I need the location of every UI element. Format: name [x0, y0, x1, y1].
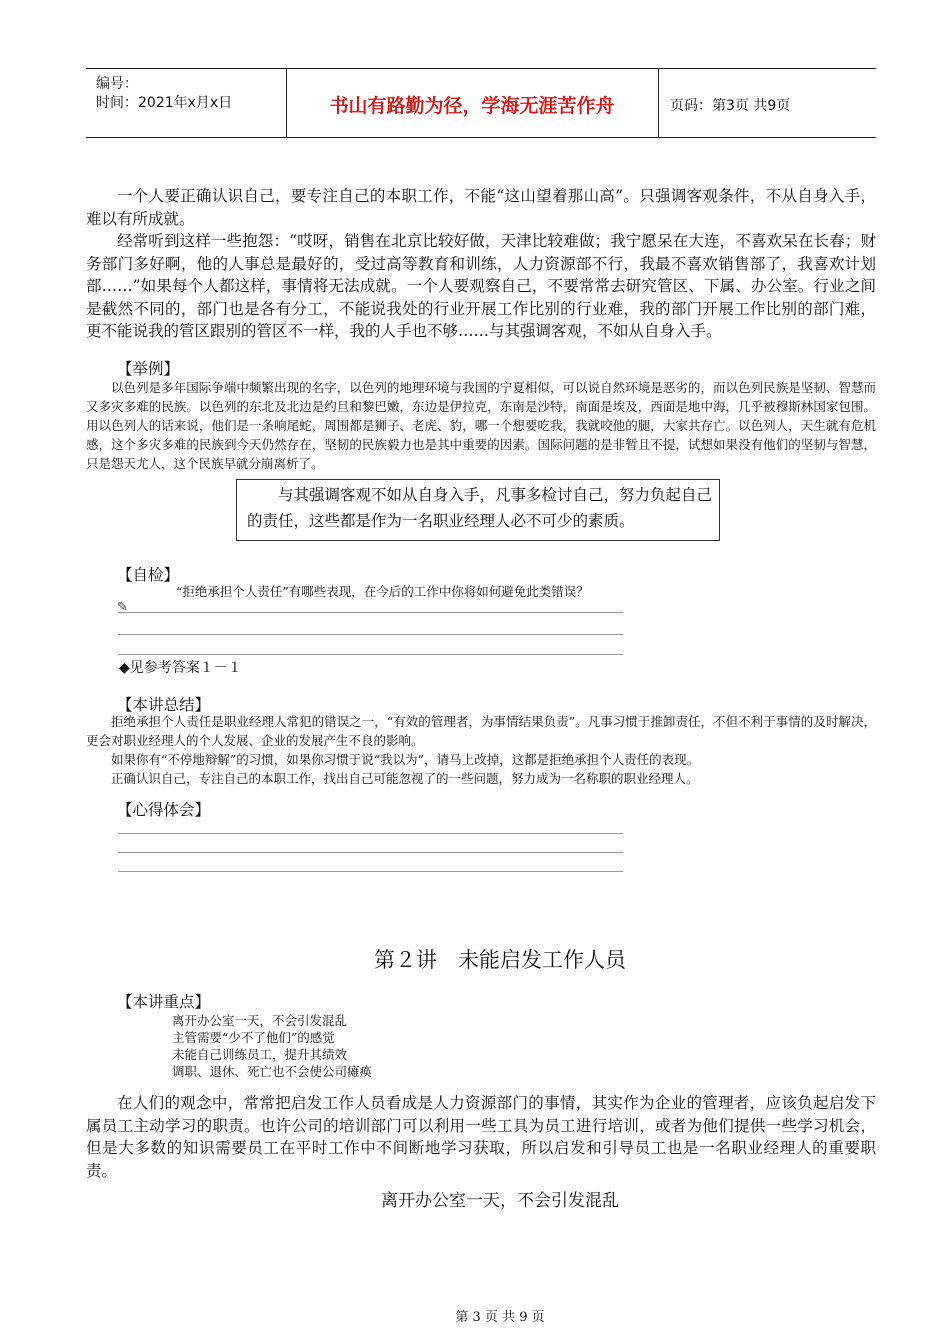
- header-motto: 书山有路勤为径，学海无涯苦作舟: [329, 95, 615, 117]
- list-item: 未能自己训练员工，提升其绩效: [172, 1047, 348, 1062]
- page-header: [86, 68, 876, 138]
- self-check-heading: 【自检】: [117, 566, 180, 584]
- pencil-icon: ✎: [117, 600, 128, 615]
- answer-reference: ◆见参考答案１－１: [119, 660, 242, 676]
- paragraph: 如果你有“不停地辩解”的习惯，如果你习惯于说“我以为”，请马上改掉，这都是拒绝承担个人责任的表现。: [111, 752, 700, 767]
- paragraph: 一个人要正确认识自己，要专注自己的本职工作，不能“这山望着那山高”。只强调客观条件，不从自身入手，难以有所成就。: [86, 187, 876, 228]
- reflection-line[interactable]: [118, 852, 623, 853]
- header-right-cell: [658, 69, 876, 137]
- answer-line[interactable]: [118, 654, 623, 655]
- paragraph: 拒绝承担个人责任是职业经理人常犯的错误之一，“有效的管理者，为事情结果负责”。凡事习惯于推卸责任，不但不利于事情的及时解决，更会对职业经理人的个人发展、企业的发展产生不良的影响。: [86, 714, 876, 748]
- key-point-box: [236, 479, 720, 541]
- summary-heading: 【本讲总结】: [117, 696, 211, 714]
- doc-number-label: 编号：: [96, 76, 138, 92]
- key-points-list: [172, 1012, 372, 1080]
- header-page-info: 页码：第3页 共9页: [670, 98, 791, 114]
- answer-line[interactable]: [118, 634, 623, 635]
- paragraph: 在人们的观念中，常常把启发工作人员看成是人力资源部门的事情，其实作为企业的管理者，应该负起启发下属员工主动学习的职责。也许公司的培训部门可以利用一些工具为员工进行培训，或者为他们提供一些学习机会，但是大多数的知识需要员工在平时工作中不间断地学习获取，所以启发和引导员工也是一名职业经理人的重要职责。: [86, 1094, 876, 1180]
- list-item: 离开办公室一天，不会引发混乱: [172, 1013, 348, 1028]
- page-footer: 第 3 页 共 9 页: [455, 1310, 545, 1325]
- example-heading: 【举例】: [117, 360, 180, 378]
- box-text: 与其强调客观不如从自身入手，凡事多检讨自己，努力负起自己的责任，这些都是作为一名职业经理人必不可少的素质。: [247, 486, 713, 530]
- doc-time-label: 时间：2021年x月x日: [96, 95, 233, 111]
- header-left-cell: [86, 69, 287, 137]
- lecture-title: 第２讲 未能启发工作人员: [374, 948, 626, 972]
- reflection-line[interactable]: [118, 833, 623, 834]
- example-text: [86, 378, 876, 473]
- intro-text: [86, 185, 876, 343]
- list-item: 主管需要“少不了他们”的感觉: [172, 1030, 335, 1045]
- paragraph: 以色列是多年国际争端中频繁出现的名字，以色列的地理环境与我国的宁夏相似，可以说自然环境是恶劣的，而以色列民族是坚韧、智慧而又多灾多难的民族。以色列的东北及北边是约旦和黎巴嫩，东边是伊拉克，东南是沙特，南面是埃及，西面是地中海，几乎被穆斯林国家包围。用以色列人的话来说，他们是一条响尾蛇，周围都是狮子、老虎、豹，哪一个想要吃我，我就咬他的腿，大家共存亡。以色列人，天生就有危机感，这个多灾多难的民族到今天仍然存在，坚韧的民族毅力也是其中重要的因素。国际问题的是非暂且不提，试想如果没有他们的坚韧与智慧，只是怨天尤人，这个民族早就分崩离析了。: [86, 380, 876, 471]
- reflection-line[interactable]: [118, 871, 623, 872]
- paragraph: 正确认识自己，专注自己的本职工作，找出自己可能忽视了的一些问题，努力成为一名称职的职业经理人。: [111, 771, 699, 786]
- reflection-heading: 【心得体会】: [117, 801, 211, 819]
- paragraph: 经常听到这样一些抱怨：“哎呀，销售在北京比较好做，天津比较难做；我宁愿呆在大连，不喜欢呆在长春；财务部门多好啊，他的人事总是最好的，受过高等教育和训练，人力资源部不行，我最不喜欢销售部了，我喜欢计划部……”如果每个人都这样，事情将无法成就。一个人要观察自己，不要常常去研究管区、下属、办公室。行业之间是截然不同的，部门也是各有分工，不能说我处的行业开展工作比别的行业难，我的部门开展工作比别的部门难，更不能说我的管区跟别的管区不一样，我的人手也不够……与其强调客观，不如从自身入手。: [86, 232, 876, 340]
- summary-text: [86, 712, 876, 788]
- key-points-heading: 【本讲重点】: [117, 993, 211, 1011]
- lecture-intro: [86, 1092, 876, 1182]
- header-middle-cell: [286, 69, 659, 137]
- answer-line[interactable]: [118, 612, 623, 613]
- section-subheading: 离开办公室一天，不会引发混乱: [381, 1191, 619, 1211]
- self-check-question: “拒绝承担个人责任”有哪些表现，在今后的工作中你将如何避免此类错误？: [176, 584, 589, 599]
- list-item: 调职、退休、死亡也不会使公司瘫痪: [172, 1064, 373, 1079]
